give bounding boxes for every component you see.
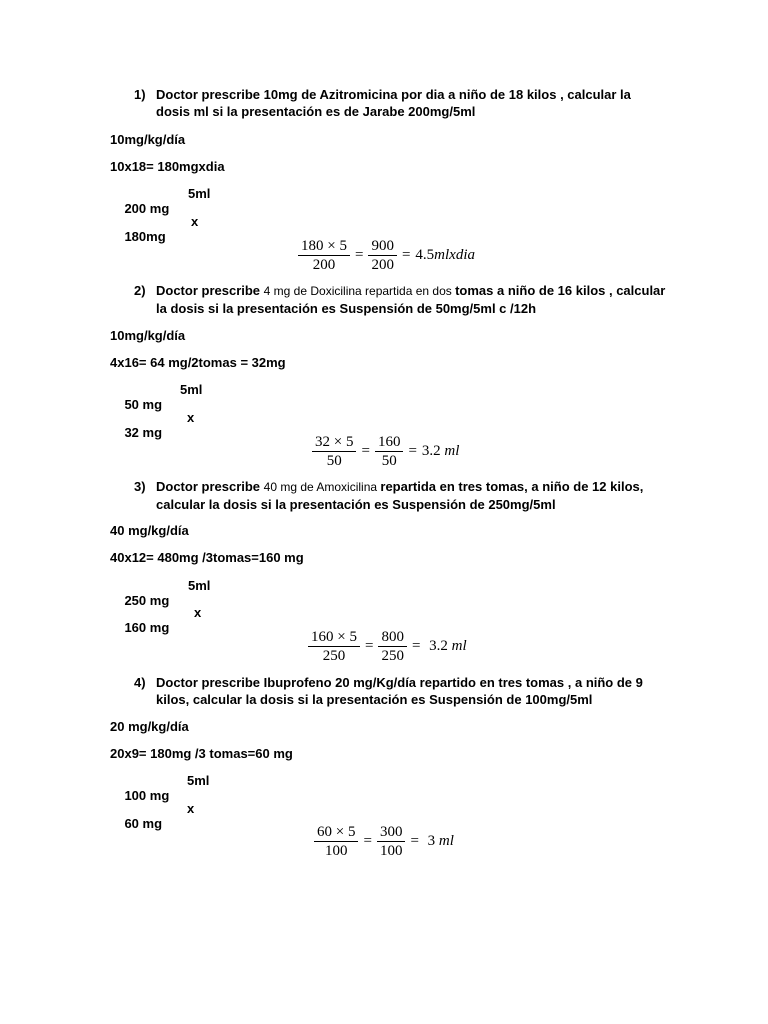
question-text-bold: Doctor prescribe	[156, 479, 264, 494]
dose-per-kg: 10mg/kg/día	[110, 132, 186, 147]
question-text-plain: 4 mg de Doxicilina repartida en dos	[263, 284, 456, 298]
reference-ml: 5ml	[187, 773, 210, 788]
daily-dose-calc: 4x16= 64 mg/2tomas = 32mg	[110, 355, 286, 370]
fraction-numerator: 60 × 5	[314, 823, 358, 842]
fraction-2	[378, 628, 407, 665]
question-text-bold: Doctor prescribe 10mg de Azitromicina por dia a niño de 18 kilos , calcular la dosis ml si la presentación es de Jarabe 200mg/5ml	[156, 87, 631, 119]
target-row	[110, 410, 195, 470]
equals-sign: =	[408, 443, 417, 459]
equals-sign: =	[401, 247, 411, 263]
dose-per-kg: 40 mg/kg/día	[110, 523, 189, 538]
fraction-denominator: 50	[326, 453, 342, 469]
target-row	[110, 605, 202, 665]
target-x: x	[187, 410, 195, 425]
reference-ml: 5ml	[188, 578, 211, 593]
question-number: 2)	[134, 283, 146, 298]
question-text-bold-2: repartida en tres tomas, a niño de 12 kilos, calcular la dosis si la presentación es Suspensión de 250mg/5ml	[156, 479, 644, 512]
fraction-numerator: 160	[375, 433, 404, 452]
fraction-1	[298, 237, 350, 274]
fraction-1	[312, 433, 356, 470]
target-x: x	[187, 801, 195, 816]
daily-dose-calc: 10x18= 180mgxdia	[110, 159, 225, 174]
target-mg: 60 mg	[124, 816, 163, 831]
reference-mg: 100 mg	[124, 788, 170, 803]
equals-sign: =	[411, 638, 421, 654]
fraction-denominator: 250	[381, 648, 404, 664]
question-text-bold: Doctor prescribe Ibuprofeno 20 mg/Kg/día repartido en tres tomas , a niño de 9 kilos, calcular la dosis si la presentación es Suspensión de 100mg/5ml	[156, 675, 643, 707]
fraction-numerator: 32 × 5	[312, 433, 356, 452]
reference-ml: 5ml	[180, 382, 203, 397]
question-text-plain: 40 mg de Amoxicilina	[263, 480, 381, 494]
equals-sign: =	[361, 443, 370, 459]
dose-per-kg: 20 mg/kg/día	[110, 719, 189, 734]
equation	[306, 628, 467, 665]
fraction-denominator: 200	[371, 257, 394, 273]
target-row	[110, 214, 199, 274]
question-number: 3)	[134, 479, 146, 494]
target-row	[110, 801, 195, 861]
daily-dose-calc: 40x12= 480mg /3tomas=160 mg	[110, 550, 304, 565]
target-mg: 32 mg	[124, 425, 163, 440]
result-unit: ml	[438, 833, 454, 849]
fraction-2	[368, 237, 397, 274]
result-unit: ml	[444, 443, 460, 459]
dose-per-kg: 10mg/kg/día	[110, 328, 186, 343]
fraction-2	[377, 823, 406, 860]
daily-dose-calc: 20x9= 180mg /3 tomas=60 mg	[110, 746, 293, 761]
result	[422, 443, 460, 460]
fraction-numerator: 160 × 5	[308, 628, 360, 647]
fraction-numerator: 180 × 5	[298, 237, 350, 256]
equals-sign: =	[363, 833, 372, 849]
result-unit: ml	[451, 638, 467, 654]
result-value: 3.2	[421, 443, 441, 459]
target-mg: 160 mg	[124, 620, 170, 635]
fraction-numerator: 300	[377, 823, 406, 842]
result-value: 4.5	[415, 247, 435, 263]
question-text	[156, 674, 666, 708]
fraction-1	[308, 628, 360, 665]
reference-ml: 5ml	[188, 186, 211, 201]
fraction-2	[375, 433, 404, 470]
result-value: 3.2	[429, 638, 448, 654]
fraction-denominator: 200	[312, 257, 336, 273]
reference-mg: 50 mg	[124, 397, 163, 412]
fraction-numerator: 900	[368, 237, 397, 256]
target-x: x	[191, 214, 199, 229]
question-text	[156, 478, 666, 513]
target-mg: 180mg	[124, 229, 166, 244]
fraction-denominator: 250	[322, 648, 346, 664]
fraction-denominator: 50	[381, 453, 397, 469]
question-text	[156, 86, 666, 120]
fraction-denominator: 100	[324, 843, 348, 859]
reference-mg: 200 mg	[124, 201, 170, 216]
equals-sign: =	[410, 833, 419, 849]
equals-sign: =	[354, 247, 364, 263]
result	[425, 638, 466, 655]
question-number: 4)	[134, 675, 146, 690]
result	[424, 833, 454, 850]
question-number: 1)	[134, 87, 146, 102]
result	[415, 247, 475, 264]
fraction-denominator: 100	[379, 843, 403, 859]
fraction-numerator: 800	[378, 628, 407, 647]
fraction-1	[314, 823, 358, 860]
result-unit: mlxdia	[434, 247, 475, 263]
question-text-bold: Doctor prescribe	[156, 283, 264, 298]
question-text	[156, 282, 666, 317]
equation	[310, 433, 459, 470]
reference-mg: 250 mg	[124, 593, 170, 608]
result-value: 3	[427, 833, 436, 849]
equation	[296, 237, 475, 274]
target-x: x	[194, 605, 202, 620]
equals-sign: =	[364, 638, 374, 654]
equation	[312, 823, 454, 860]
question-text-bold-2: tomas a niño de 16 kilos , calcular la dosis si la presentación es Suspensión de 50mg/5ml c /12h	[156, 283, 666, 316]
